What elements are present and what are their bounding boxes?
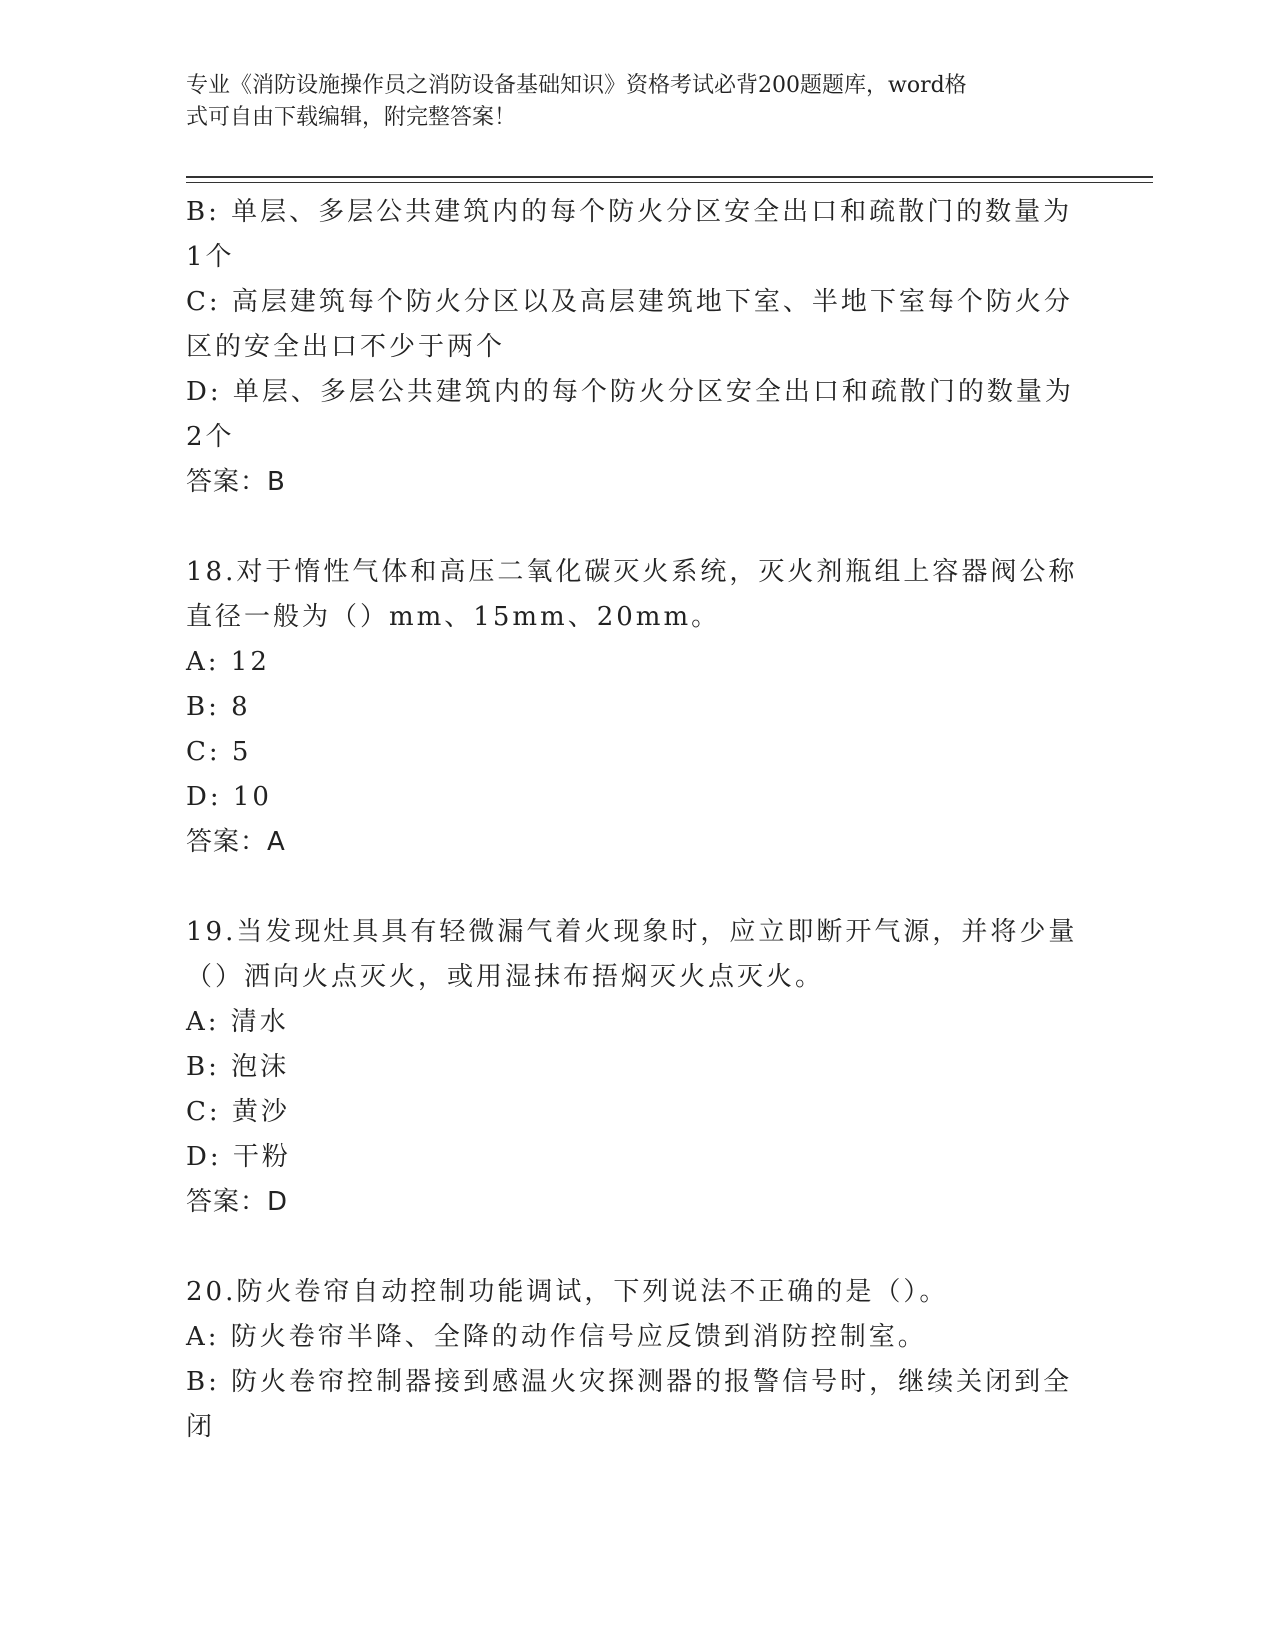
header-title-line-2: 式可自由下载编辑，附完整答案！ <box>186 105 517 130</box>
question-list <box>186 190 1086 1450</box>
question-20-stem: 20.防火卷帘自动控制功能调试，下列说法不正确的是（）。 <box>186 1277 949 1307</box>
answer-17: 答案：B <box>186 467 286 497</box>
header-rule-thin <box>186 182 1153 183</box>
question-20 <box>186 1270 1086 1450</box>
question-18-option-d: D: 10 <box>186 782 272 812</box>
option-d-line-1: D: 单层、多层公共建筑内的每个防火分区安全出口和疏散门的数量为 <box>186 377 1074 407</box>
question-18 <box>186 550 1086 865</box>
question-17-continued <box>186 190 1086 505</box>
spacer <box>186 1225 1086 1270</box>
question-19-option-c: C: 黄沙 <box>186 1097 290 1127</box>
option-b-line-1: B: 单层、多层公共建筑内的每个防火分区安全出口和疏散门的数量为 <box>186 197 1073 227</box>
answer-18: 答案：A <box>186 827 286 857</box>
header-rule-thick <box>186 176 1153 178</box>
question-20-option-b-line-1: B: 防火卷帘控制器接到感温火灾探测器的报警信号时，继续关闭到全 <box>186 1367 1073 1397</box>
option-c-line-1: C: 高层建筑每个防火分区以及高层建筑地下室、半地下室每个防火分 <box>186 287 1073 317</box>
question-19-option-a: A: 清水 <box>186 1007 289 1037</box>
question-19-option-b: B: 泡沫 <box>186 1052 290 1082</box>
option-b-line-2: 1个 <box>186 242 235 272</box>
question-18-option-a: A: 12 <box>186 647 270 677</box>
question-18-stem-line-2: 直径一般为（）mm、15mm、20mm。 <box>186 602 721 632</box>
question-19-stem-line-1: 19.当发现灶具具有轻微漏气着火现象时，应立即断开气源，并将少量 <box>186 917 1078 947</box>
spacer <box>186 505 1086 550</box>
spacer <box>186 865 1086 910</box>
option-c-line-2: 区的安全出口不少于两个 <box>186 332 506 362</box>
question-19-stem-line-2: （）洒向火点灭火，或用湿抹布捂焖灭火点灭火。 <box>186 962 825 992</box>
question-18-stem-line-1: 18.对于惰性气体和高压二氧化碳灭火系统，灭火剂瓶组上容器阀公称 <box>186 557 1078 587</box>
answer-19: 答案：D <box>186 1187 289 1217</box>
document-header <box>186 70 1066 134</box>
question-18-option-c: C: 5 <box>186 737 252 767</box>
header-title-line-1: 专业《消防设施操作员之消防设备基础知识》资格考试必背200题题库，word格 <box>186 73 967 98</box>
question-20-option-a: A: 防火卷帘半降、全降的动作信号应反馈到消防控制室。 <box>186 1322 927 1352</box>
question-20-option-b-line-2: 闭 <box>186 1412 216 1442</box>
question-18-option-b: B: 8 <box>186 692 251 722</box>
question-19 <box>186 910 1086 1225</box>
option-d-line-2: 2个 <box>186 422 235 452</box>
question-19-option-d: D: 干粉 <box>186 1142 291 1172</box>
